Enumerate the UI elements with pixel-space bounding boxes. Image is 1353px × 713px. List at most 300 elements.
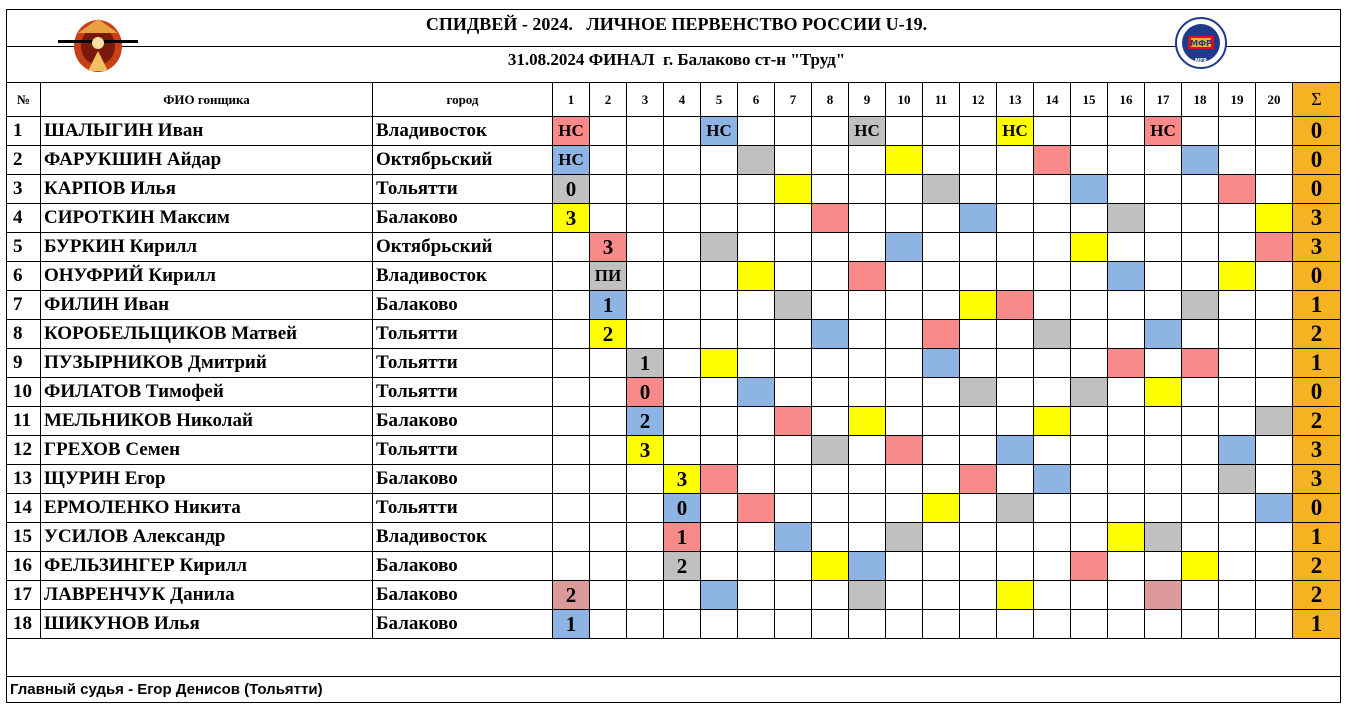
heat-cell [849, 233, 886, 262]
heat-cell [1256, 552, 1293, 581]
table-row [7, 523, 1341, 552]
heat-cell [960, 233, 997, 262]
header-divider [6, 46, 1341, 47]
heat-cell [1108, 436, 1145, 465]
header-heat-7: 7 [775, 83, 812, 117]
rider-name: СИРОТКИН Максим [41, 204, 373, 233]
rider-number: 7 [7, 291, 41, 320]
heat-cell [553, 349, 590, 378]
heat-cell [1034, 262, 1071, 291]
heat-cell [590, 436, 627, 465]
rider-city: Тольятти [373, 349, 553, 378]
heat-cell [1256, 436, 1293, 465]
heat-cell [849, 407, 886, 436]
heat-cell [1071, 436, 1108, 465]
heat-cell [812, 465, 849, 494]
rider-city: Владивосток [373, 523, 553, 552]
heat-cell [701, 320, 738, 349]
heat-cell [849, 146, 886, 175]
rider-total: 0 [1293, 146, 1341, 175]
heat-cell [738, 320, 775, 349]
heat-cell [997, 204, 1034, 233]
heat-cell [1256, 581, 1293, 610]
rider-total: 3 [1293, 233, 1341, 262]
heat-cell [1182, 262, 1219, 291]
heat-cell [1182, 465, 1219, 494]
heat-cell [960, 378, 997, 407]
heat-cell [923, 494, 960, 523]
header-heat-10: 10 [886, 83, 923, 117]
heat-cell [1256, 610, 1293, 639]
heat-cell [1108, 552, 1145, 581]
heat-cell [1182, 175, 1219, 204]
heat-cell: 0 [664, 494, 701, 523]
heat-cell [886, 349, 923, 378]
heat-cell [923, 233, 960, 262]
heat-cell [997, 581, 1034, 610]
heat-cell [1219, 465, 1256, 494]
svg-text:MFR: MFR [1194, 58, 1208, 64]
heat-cell [1219, 175, 1256, 204]
heat-cell [1145, 465, 1182, 494]
heat-cell [775, 117, 812, 146]
heat-cell [960, 494, 997, 523]
rider-number: 13 [7, 465, 41, 494]
rider-number: 12 [7, 436, 41, 465]
heat-cell [627, 581, 664, 610]
table-row [7, 349, 1341, 378]
heat-cell [849, 378, 886, 407]
heat-cell [812, 349, 849, 378]
rider-name: ФЕЛЬЗИНГЕР Кирилл [41, 552, 373, 581]
heat-cell [886, 465, 923, 494]
heat-cell [553, 523, 590, 552]
heat-cell [775, 204, 812, 233]
rider-total: 1 [1293, 610, 1341, 639]
heat-cell [923, 378, 960, 407]
heat-cell [1108, 407, 1145, 436]
header-num: № [7, 83, 41, 117]
rider-number: 8 [7, 320, 41, 349]
heat-cell [1256, 117, 1293, 146]
heat-cell [1145, 320, 1182, 349]
heat-cell [997, 552, 1034, 581]
heat-cell [1219, 117, 1256, 146]
rider-total: 0 [1293, 262, 1341, 291]
heat-cell [849, 262, 886, 291]
rider-city: Тольятти [373, 175, 553, 204]
heat-cell [701, 523, 738, 552]
heat-cell [960, 262, 997, 291]
heat-cell [701, 146, 738, 175]
heat-cell [738, 233, 775, 262]
heat-cell [627, 291, 664, 320]
heat-cell [1219, 262, 1256, 291]
header-heat-17: 17 [1145, 83, 1182, 117]
heat-cell: 3 [664, 465, 701, 494]
heat-cell [960, 610, 997, 639]
header-heat-1: 1 [553, 83, 590, 117]
heat-cell [590, 581, 627, 610]
heat-cell [701, 378, 738, 407]
heat-cell: 2 [553, 581, 590, 610]
rider-name: ФАРУКШИН Айдар [41, 146, 373, 175]
heat-cell [1108, 465, 1145, 494]
heat-cell [701, 233, 738, 262]
rider-total: 2 [1293, 320, 1341, 349]
heat-cell: 2 [664, 552, 701, 581]
header-heat-12: 12 [960, 83, 997, 117]
heat-cell [1256, 233, 1293, 262]
rider-total: 0 [1293, 494, 1341, 523]
heat-cell [960, 117, 997, 146]
page-subtitle: 31.08.2024 ФИНАЛ г. Балаково ст-н "Труд" [507, 50, 846, 69]
heat-cell [1108, 291, 1145, 320]
heat-cell [1219, 610, 1256, 639]
rider-total: 2 [1293, 407, 1341, 436]
heat-cell [1182, 523, 1219, 552]
rider-city: Тольятти [373, 494, 553, 523]
heat-cell [664, 436, 701, 465]
rider-number: 10 [7, 378, 41, 407]
heat-cell [664, 581, 701, 610]
heat-cell [997, 233, 1034, 262]
heat-cell [664, 378, 701, 407]
rider-name: ФИЛАТОВ Тимофей [41, 378, 373, 407]
heat-cell [1256, 465, 1293, 494]
heat-cell [701, 204, 738, 233]
rider-total: 1 [1293, 523, 1341, 552]
heat-cell [1145, 233, 1182, 262]
heat-cell [923, 175, 960, 204]
rider-name: ШИКУНОВ Илья [41, 610, 373, 639]
heat-cell [738, 552, 775, 581]
heat-cell [1071, 494, 1108, 523]
table-row [7, 407, 1341, 436]
heat-cell [1219, 233, 1256, 262]
heat-cell [1219, 407, 1256, 436]
rider-number: 16 [7, 552, 41, 581]
heat-cell [701, 262, 738, 291]
table-row [7, 175, 1341, 204]
heat-cell [664, 204, 701, 233]
heat-cell [775, 494, 812, 523]
heat-cell [812, 523, 849, 552]
rider-city: Балаково [373, 465, 553, 494]
heat-cell [849, 610, 886, 639]
heat-cell [664, 291, 701, 320]
rider-total: 0 [1293, 378, 1341, 407]
rider-total: 2 [1293, 552, 1341, 581]
rider-total: 3 [1293, 436, 1341, 465]
page-title: СПИДВЕЙ - 2024. ЛИЧНОЕ ПЕРВЕНСТВО РОССИИ U-19. [425, 14, 928, 34]
table-row [7, 320, 1341, 349]
rider-city: Октябрьский [373, 233, 553, 262]
heat-cell [590, 552, 627, 581]
table-header-row [7, 83, 1341, 117]
heat-cell [1182, 436, 1219, 465]
heat-cell [1182, 233, 1219, 262]
heat-cell [738, 494, 775, 523]
rider-number: 6 [7, 262, 41, 291]
heat-cell [553, 262, 590, 291]
rider-city: Балаково [373, 204, 553, 233]
heat-cell [1256, 320, 1293, 349]
heat-cell [812, 581, 849, 610]
rider-number: 2 [7, 146, 41, 175]
table-row [7, 291, 1341, 320]
heat-cell [664, 349, 701, 378]
heat-cell [1108, 175, 1145, 204]
heat-cell [775, 436, 812, 465]
heat-cell [775, 552, 812, 581]
heat-cell [1108, 349, 1145, 378]
heat-cell [1108, 494, 1145, 523]
heat-cell [997, 291, 1034, 320]
heat-cell [1034, 552, 1071, 581]
table-row [7, 610, 1341, 639]
heat-cell: НС [1145, 117, 1182, 146]
heat-cell [553, 291, 590, 320]
heat-cell [1219, 552, 1256, 581]
heat-cell [960, 175, 997, 204]
heat-cell [627, 175, 664, 204]
heat-cell [1256, 378, 1293, 407]
rider-name: ШАЛЫГИН Иван [41, 117, 373, 146]
results-table [6, 82, 1341, 639]
heat-cell [590, 378, 627, 407]
heat-cell [590, 407, 627, 436]
heat-cell [812, 552, 849, 581]
heat-cell [923, 146, 960, 175]
footer-divider [6, 676, 1341, 677]
heat-cell [1145, 610, 1182, 639]
heat-cell [960, 349, 997, 378]
heat-cell [1071, 175, 1108, 204]
heat-cell [775, 175, 812, 204]
heat-cell [1219, 378, 1256, 407]
heat-cell [701, 175, 738, 204]
heat-cell [775, 610, 812, 639]
heat-cell [1256, 291, 1293, 320]
heat-cell [1108, 262, 1145, 291]
heat-cell [1034, 407, 1071, 436]
heat-cell [590, 146, 627, 175]
heat-cell: ПИ [590, 262, 627, 291]
heat-cell [664, 262, 701, 291]
heat-cell [590, 465, 627, 494]
heat-cell [627, 523, 664, 552]
rider-number: 18 [7, 610, 41, 639]
heat-cell [1182, 146, 1219, 175]
header-sum: Σ [1293, 83, 1341, 117]
heat-cell: 0 [627, 378, 664, 407]
heat-cell [1071, 378, 1108, 407]
heat-cell [960, 552, 997, 581]
heat-cell [812, 436, 849, 465]
heat-cell [627, 262, 664, 291]
heat-cell [960, 146, 997, 175]
heat-cell [923, 610, 960, 639]
heat-cell [1182, 204, 1219, 233]
heat-cell [1182, 610, 1219, 639]
heat-cell [1182, 407, 1219, 436]
header-heat-19: 19 [1219, 83, 1256, 117]
heat-cell [1219, 523, 1256, 552]
heat-cell: НС [997, 117, 1034, 146]
heat-cell [1071, 610, 1108, 639]
heat-cell [738, 117, 775, 146]
rider-number: 9 [7, 349, 41, 378]
heat-cell [1219, 494, 1256, 523]
heat-cell [923, 349, 960, 378]
heat-cell [1182, 494, 1219, 523]
heat-cell [923, 552, 960, 581]
heat-cell [1071, 262, 1108, 291]
heat-cell [1145, 552, 1182, 581]
heat-cell [1071, 233, 1108, 262]
heat-cell [960, 465, 997, 494]
heat-cell [886, 494, 923, 523]
rider-name: КАРПОВ Илья [41, 175, 373, 204]
heat-cell [886, 146, 923, 175]
heat-cell [590, 117, 627, 146]
heat-cell [590, 204, 627, 233]
heat-cell [812, 117, 849, 146]
heat-cell [1182, 552, 1219, 581]
rider-city: Владивосток [373, 117, 553, 146]
heat-cell [701, 465, 738, 494]
heat-cell [775, 233, 812, 262]
rider-name: ГРЕХОВ Семен [41, 436, 373, 465]
heat-cell [775, 320, 812, 349]
heat-cell [1219, 291, 1256, 320]
heat-cell [812, 320, 849, 349]
table-row [7, 552, 1341, 581]
heat-cell [1071, 552, 1108, 581]
heat-cell [1145, 204, 1182, 233]
heat-cell [886, 291, 923, 320]
heat-cell [886, 610, 923, 639]
heat-cell: 1 [664, 523, 701, 552]
heat-cell [812, 175, 849, 204]
table-row [7, 233, 1341, 262]
heat-cell [960, 436, 997, 465]
heat-cell [997, 320, 1034, 349]
heat-cell [923, 407, 960, 436]
heat-cell [997, 523, 1034, 552]
header-name: ФИО гонщика [41, 83, 373, 117]
heat-cell [1071, 320, 1108, 349]
heat-cell [1071, 523, 1108, 552]
heat-cell [960, 581, 997, 610]
heat-cell [553, 407, 590, 436]
heat-cell [812, 407, 849, 436]
heat-cell [627, 204, 664, 233]
header-city: город [373, 83, 553, 117]
heat-cell [923, 320, 960, 349]
heat-cell [738, 436, 775, 465]
header-heat-4: 4 [664, 83, 701, 117]
rider-city: Тольятти [373, 320, 553, 349]
heat-cell [1145, 291, 1182, 320]
heat-cell [1034, 291, 1071, 320]
rider-total: 1 [1293, 349, 1341, 378]
header-heat-14: 14 [1034, 83, 1071, 117]
heat-cell [1182, 117, 1219, 146]
heat-cell [1219, 320, 1256, 349]
heat-cell [1256, 407, 1293, 436]
heat-cell [1219, 204, 1256, 233]
heat-cell [1071, 465, 1108, 494]
heat-cell [627, 320, 664, 349]
rider-name: ПУЗЫРНИКОВ Дмитрий [41, 349, 373, 378]
heat-cell: НС [553, 117, 590, 146]
heat-cell [1034, 523, 1071, 552]
heat-cell: 1 [553, 610, 590, 639]
heat-cell [738, 146, 775, 175]
header-heat-6: 6 [738, 83, 775, 117]
heat-cell [701, 581, 738, 610]
heat-cell [701, 349, 738, 378]
heat-cell [997, 378, 1034, 407]
heat-cell [1034, 436, 1071, 465]
heat-cell [923, 204, 960, 233]
rider-city: Октябрьский [373, 146, 553, 175]
rider-number: 4 [7, 204, 41, 233]
table-row [7, 204, 1341, 233]
heat-cell [627, 552, 664, 581]
heat-cell [960, 523, 997, 552]
heat-cell [664, 407, 701, 436]
heat-cell [997, 262, 1034, 291]
heat-cell [627, 465, 664, 494]
heat-cell [738, 610, 775, 639]
heat-cell: 0 [553, 175, 590, 204]
heat-cell [1034, 581, 1071, 610]
heat-cell [960, 320, 997, 349]
heat-cell [1034, 146, 1071, 175]
heat-cell [1108, 581, 1145, 610]
heat-cell [997, 494, 1034, 523]
heat-cell [1256, 204, 1293, 233]
header-heat-16: 16 [1108, 83, 1145, 117]
heat-cell [1256, 146, 1293, 175]
heat-cell [812, 291, 849, 320]
rider-number: 14 [7, 494, 41, 523]
heat-cell [701, 494, 738, 523]
heat-cell [664, 610, 701, 639]
heat-cell [701, 291, 738, 320]
heat-cell [1219, 146, 1256, 175]
heat-cell [1182, 291, 1219, 320]
heat-cell [664, 175, 701, 204]
heat-cell [886, 175, 923, 204]
heat-cell [997, 175, 1034, 204]
heat-cell [1108, 523, 1145, 552]
heat-cell [627, 233, 664, 262]
rider-name: КОРОБЕЛЬЩИКОВ Матвей [41, 320, 373, 349]
heat-cell [775, 407, 812, 436]
heat-cell [664, 320, 701, 349]
heat-cell [1182, 349, 1219, 378]
heat-cell [849, 349, 886, 378]
heat-cell [886, 320, 923, 349]
heat-cell: 3 [590, 233, 627, 262]
heat-cell [923, 523, 960, 552]
heat-cell [1145, 349, 1182, 378]
heat-cell [960, 204, 997, 233]
